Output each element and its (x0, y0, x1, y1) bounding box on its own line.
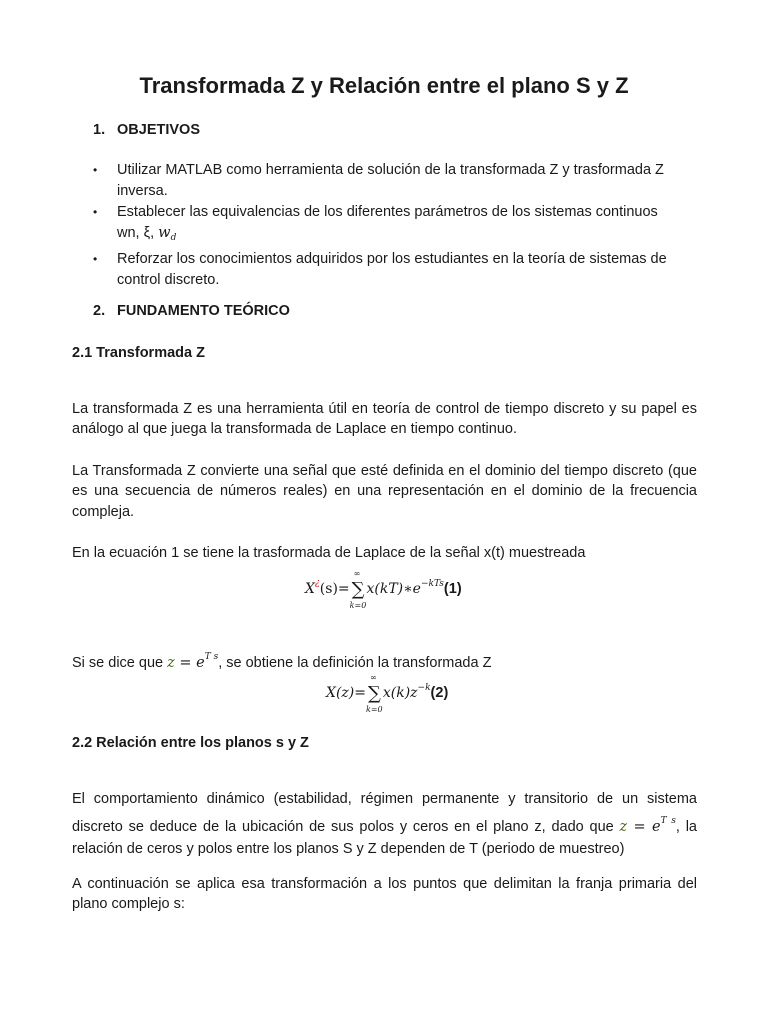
subsection-2-2-heading: 2.2 Relación entre los planos s y Z (72, 735, 309, 751)
document-title: Transformada Z y Relación entre el plano S y Z (139, 73, 629, 98)
paragraph-4: Si se dice que $z = e^{T s}$, se obtiene la definición la transformada Z (72, 651, 492, 671)
list-item (93, 202, 703, 248)
paragraph-1: La transformada Z es una herramienta útil en teoría de control de tiempo discreto y su papel es análogo al que juega la transformada de Laplace en tiempo continuo. (72, 400, 697, 437)
subsection-2-1-heading: 2.1 Transformada Z (72, 345, 205, 361)
paragraph-2: La Transformada Z convierte una señal que esté definida en el dominio del tiempo discreto (que es una secuencia de números reales) en una representación en el dominio de la frecuencia compleja. (72, 462, 697, 520)
equation-1: X¿(s)= ∑ ∞ k=0 $x(kT)∗e^{-kTs}(1)$ (305, 569, 462, 610)
list-item (93, 249, 703, 290)
bullet-icon: • (93, 205, 98, 219)
equation-2: X(z)= ∑ ∞ k=0 $x(k)z^{-k}(2)$ (326, 673, 449, 714)
objective-text: Reforzar los conocimientos adquiridos por los estudiantes en la teoría de sistemas de control discreto. (117, 251, 667, 288)
objective-params: wn, ξ, (117, 224, 155, 241)
section-2-heading: FUNDAMENTO TEÓRICO (117, 303, 290, 319)
bullet-icon: • (93, 163, 98, 177)
summation-icon: ∑ ∞ k=0 (349, 569, 367, 610)
inline-formula-z-equals-eTs: $z = e^{T s}$ (167, 651, 219, 671)
inline-formula-z-equals-eTs: $z = e^{T s}$ (619, 815, 676, 835)
omega-d-symbol: $w_d$ (158, 224, 177, 243)
list-item (93, 160, 703, 201)
equation-marker: ¿ (314, 578, 320, 588)
paragraph-3: En la ecuación 1 se tiene la trasformada de Laplace de la señal x(t) muestreada (72, 544, 586, 561)
paragraph-6: A continuación se aplica esa transformación a los puntos que delimitan la franja primaria del plano complejo s: (72, 875, 697, 912)
paragraph-5: El comportamiento dinámico (estabilidad, régimen permanente y transitorio de un sistema discreto se deduce de la ubicación de sus polos y ceros en el plano z, dado que $z = e^{T s}$, la relación de ceros y polos entre los planos S y Z dependen de T (periodo de muestreo) (72, 790, 697, 857)
section-2-number: 2. (93, 303, 106, 319)
bullet-icon: • (93, 252, 98, 266)
equation-2-label: (2) (430, 685, 449, 701)
section-1-heading: OBJETIVOS (117, 122, 200, 138)
objectives-list (93, 160, 703, 291)
objective-text: Establecer las equivalencias de los diferentes parámetros de los sistemas continuos (117, 204, 658, 220)
equation-1-label: (1) (443, 581, 462, 597)
summation-icon: ∑ ∞ k=0 (366, 673, 383, 714)
section-1-number: 1. (93, 122, 106, 138)
objective-text: Utilizar MATLAB como herramienta de solución de la transformada Z y trasformada Z inversa. (117, 162, 664, 199)
